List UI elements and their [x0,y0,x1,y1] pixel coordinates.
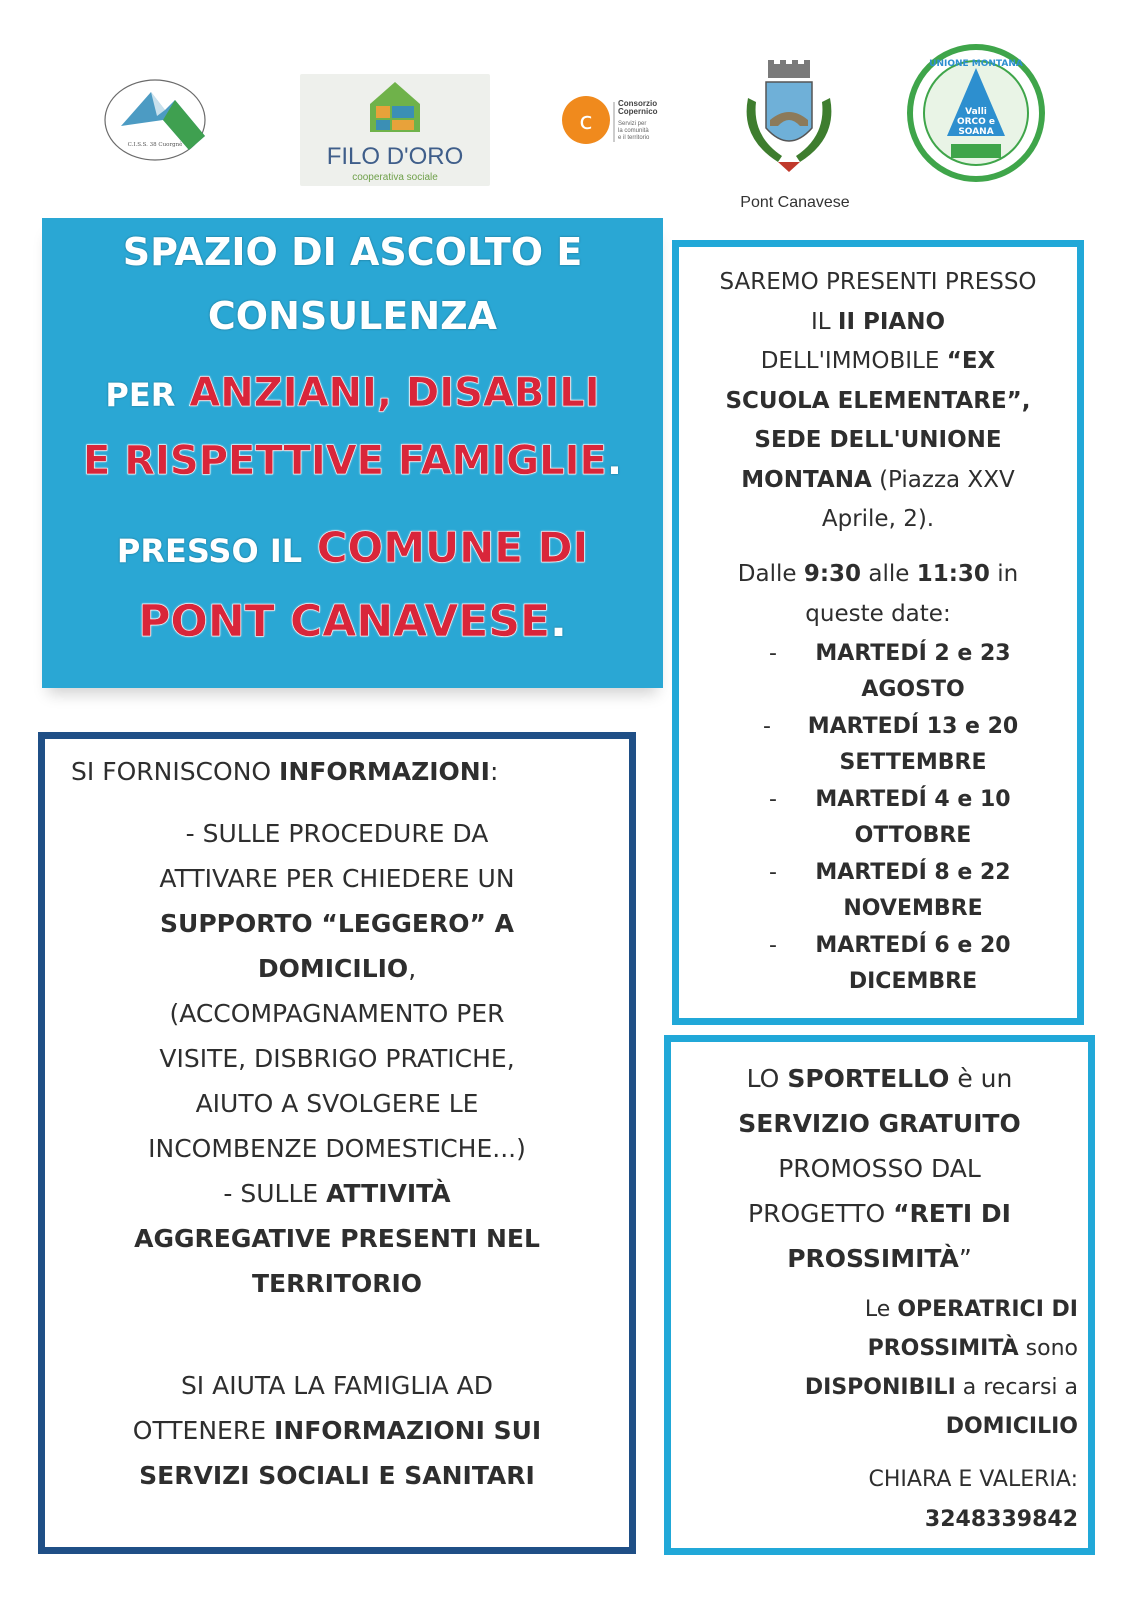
sportello-line-3: PROMOSSO DAL [778,1154,981,1183]
title-banner [42,218,663,688]
operatrici-line-3: DISPONIBILI a recarsi a [804,1375,1078,1400]
svg-text:c: c [579,107,593,135]
info-line-8: INCOMBENZE DOMESTICHE...) [148,1134,526,1163]
filo-doro-text: FILO D'ORO [326,143,464,170]
filo-doro-logo-icon [300,74,490,186]
info-line-3: SUPPORTO “LEGGERO” A [160,909,514,938]
date-line: MARTEDÍ 13 e 20 [807,714,1019,739]
title-per: PER [105,376,176,414]
unione-top-text: UNIONE MONTANA [929,59,1023,69]
date-line: MARTEDÍ 2 e 23 [815,641,1011,666]
schedule-line-1: SAREMO PRESENTI PRESSO [719,269,1037,295]
schedule-time [689,555,1067,634]
title-line-2: CONSULENZA [207,294,498,338]
schedule-piano: II PIANO [837,308,946,335]
ciss-caption: C.I.S.S. 38 Cuorgnè [127,142,183,148]
date-month: NOVEMBRE [843,896,983,921]
pont-canavese-coat-of-arms-icon [738,58,840,186]
date-line: MARTEDÍ 6 e 20 [815,933,1011,958]
schedule-time-line-1: Dalle 9:30 alle 11:30 in [737,561,1019,587]
operatrici-line-2: PROSSIMITÀ sono [867,1336,1078,1361]
info-line-2: ATTIVARE PER CHIEDERE UN [159,864,515,893]
sportello-line-2: SERVIZIO GRATUITO [738,1109,1021,1138]
info-line-7: AIUTO A SVOLGERE LE [195,1089,479,1118]
schedule-line-7: Aprile, 2). [821,506,935,532]
unione-mid2: ORCO e [956,117,996,127]
copernico-text1: Consorzio [618,99,658,108]
schedule-line-5: SEDE DELL'UNIONE [754,427,1002,453]
schedule-panel [672,240,1084,1025]
title-line-3 [42,370,663,416]
title-line-4 [42,438,663,484]
info-line-9: - SULLE ATTIVITÀ [223,1179,451,1208]
sportello-line-4: PROGETTO “RETI DI [748,1199,1011,1228]
info-line-1: - SULLE PROCEDURE DA [185,819,489,848]
info-foot-line-2: OTTENERE INFORMAZIONI SUI [132,1416,542,1445]
operatrici-line-1: Le OPERATRICI DI [864,1297,1078,1322]
date-month: SETTEMBRE [839,750,987,775]
title-comune-di: COMUNE DI [316,523,589,572]
title-presso-il: PRESSO IL [116,532,303,570]
contact-info [681,1460,1078,1540]
date-month: AGOSTO [861,677,965,702]
sportello-line-5: PROSSIMITÀ” [787,1244,972,1273]
copernico-text5: e il territorio [618,135,650,141]
info-heading: SI FORNISCONO INFORMAZIONI: [71,757,499,786]
ciss-38-logo-icon [103,70,218,170]
list-item: - MARTEDÍ 6 e 20 DICEMBRE [679,931,1077,1004]
list-item: - MARTEDÍ 2 e 23 AGOSTO [679,639,1077,712]
info-footer [55,1363,619,1498]
unione-mid3: SOANA [958,127,994,137]
date-month: DICEMBRE [848,969,978,994]
schedule-line-4: SCUOLA ELEMENTARE”, [725,387,1031,414]
info-line-11: TERRITORIO [251,1269,423,1298]
schedule-line-2: IL II PIANO [810,308,946,335]
schedule-time-line-2: queste date: [805,600,951,627]
date-month: OTTOBRE [854,823,972,848]
contact-phone: 3248339842 [924,1507,1078,1532]
list-item: - MARTEDÍ 13 e 20 SETTEMBRE [679,712,1077,785]
information-panel [38,732,636,1554]
unione-mid1: Valli [965,107,987,117]
info-foot-line-1: SI AIUTA LA FAMIGLIA AD [180,1371,494,1400]
title-line-6 [42,596,663,647]
info-line-4: DOMICILIO, [257,954,417,983]
pont-canavese-label: Pont Canavese [740,194,850,211]
date-line: MARTEDÍ 8 e 22 [815,860,1011,885]
copernico-text4: la comunità [618,128,649,134]
sportello-panel [664,1035,1095,1555]
schedule-line-6: MONTANA (Piazza XXV [741,466,1015,493]
sportello-description [681,1056,1078,1281]
info-foot-line-3: SERVIZI SOCIALI E SANITARI [139,1461,535,1490]
operatrici-line-4: DOMICILIO [945,1414,1078,1439]
schedule-intro [689,263,1067,540]
title-anziani-disabili: ANZIANI, DISABILI [189,370,600,416]
operatrici-text [681,1290,1078,1446]
title-famiglie-dot: . [606,438,623,484]
sportello-line-1: LO SPORTELLO è un [746,1064,1013,1093]
title-line-1: SPAZIO DI ASCOLTO E [122,230,583,274]
list-item: - MARTEDÍ 4 e 10 OTTOBRE [679,785,1077,858]
copernico-text3: Servizi per [618,121,647,127]
title-line-5 [42,523,663,572]
date-list [679,639,1077,1004]
title-pont-dot: . [550,596,567,647]
copernico-text2: Copernico [618,107,658,116]
info-line-6: VISITE, DISBRIGO PRATICHE, [159,1044,515,1073]
info-line-10: AGGREGATIVE PRESENTI NEL [134,1224,540,1253]
title-pont-canavese: PONT CANAVESE [138,596,551,647]
info-line-5: (ACCOMPAGNAMENTO PER [169,999,505,1028]
list-item: - MARTEDÍ 8 e 22 NOVEMBRE [679,858,1077,931]
schedule-line-3: DELL'IMMOBILE “EX [760,348,996,374]
title-famiglie: E RISPETTIVE FAMIGLIE [82,438,607,484]
contact-names: CHIARA E VALERIA: [868,1467,1078,1492]
unione-montana-logo-icon [907,44,1045,182]
info-list [65,811,609,1306]
date-line: MARTEDÍ 4 e 10 [815,787,1011,812]
consorzio-copernico-logo-icon [560,92,680,152]
filo-doro-sub: cooperativa sociale [352,172,438,183]
